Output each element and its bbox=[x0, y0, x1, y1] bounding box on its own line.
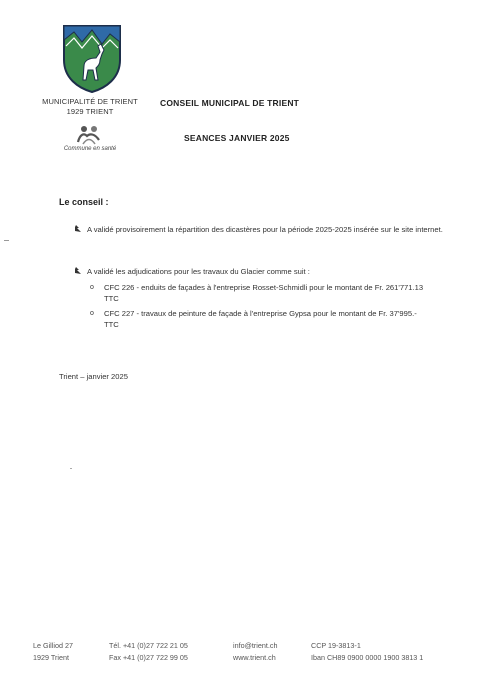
footer-tel: Tél. +41 (0)27 722 21 05 bbox=[109, 641, 188, 650]
footer-address-line2: 1929 Trient bbox=[33, 653, 69, 662]
municipality-name bbox=[30, 97, 150, 117]
footer-address bbox=[33, 640, 73, 664]
footer-contact bbox=[233, 640, 277, 664]
footer-fax: Fax +41 (0)27 722 99 05 bbox=[109, 653, 188, 662]
commune-en-sante-logo bbox=[75, 124, 103, 146]
scan-speck bbox=[70, 468, 72, 469]
footer-bank bbox=[311, 640, 423, 664]
sub-list-item-text: CFC 226 - enduits de façades à l'entreprise Rosset-Schmidli pour le montant de Fr. 261'771.13 TTC bbox=[104, 283, 424, 303]
list-item-text: A validé les adjudications pour les travaux du Glacier comme suit : bbox=[87, 267, 310, 276]
footer-web: www.trient.ch bbox=[233, 653, 276, 662]
municipal-crest-logo bbox=[60, 22, 124, 94]
municipality-line2: 1929 TRIENT bbox=[66, 107, 114, 116]
document-subtitle: SEANCES JANVIER 2025 bbox=[184, 133, 290, 143]
signoff: Trient – janvier 2025 bbox=[59, 372, 128, 381]
document-title: CONSEIL MUNICIPAL DE TRIENT bbox=[160, 98, 300, 108]
list-item-text: A validé provisoirement la répartition des dicastères pour la période 2025-2025 insérée sur le site internet. bbox=[87, 225, 443, 234]
circle-bullet-icon: o bbox=[90, 310, 94, 317]
circle-bullet-icon: o bbox=[90, 284, 94, 291]
municipality-line1: MUNICIPALITÉ DE TRIENT bbox=[42, 97, 138, 106]
arrow-bullet-icon bbox=[74, 224, 84, 236]
footer-email: info@trient.ch bbox=[233, 641, 278, 650]
footer-ccp: CCP 19-3813-1 bbox=[311, 641, 361, 650]
footer-iban: Iban CH89 0900 0000 1900 3813 1 bbox=[311, 653, 424, 662]
footer-address-line1: Le Gilliod 27 bbox=[33, 641, 73, 650]
margin-mark bbox=[4, 240, 9, 241]
footer-phone bbox=[109, 640, 188, 664]
arrow-bullet-icon bbox=[74, 266, 84, 278]
commune-en-sante-label: Commune en santé bbox=[63, 146, 117, 152]
sub-list-item-text: CFC 227 - travaux de peinture de façade à l'entreprise Gypsa pour le montant de Fr. 37'995.- TTC bbox=[104, 309, 417, 329]
conseil-heading: Le conseil : bbox=[59, 197, 109, 207]
